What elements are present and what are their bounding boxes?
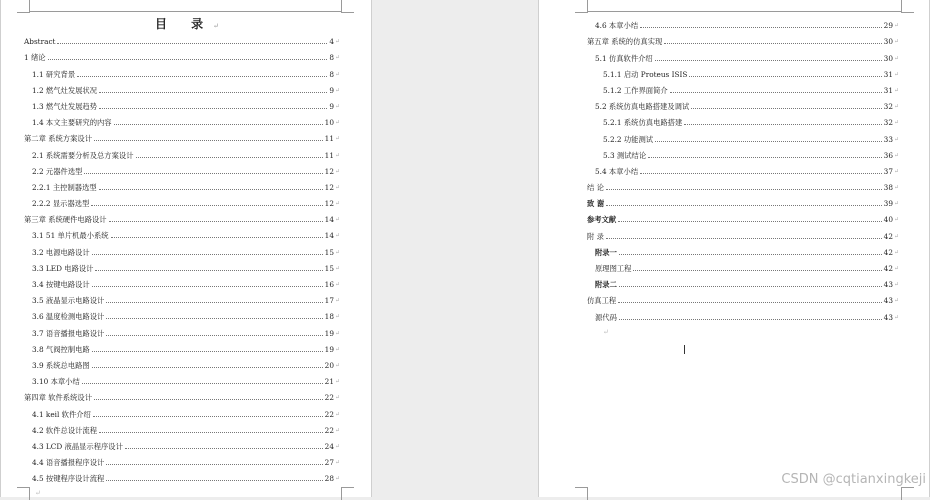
page-corner-mark bbox=[901, 0, 914, 13]
paragraph-mark-icon: ↵ bbox=[334, 426, 340, 434]
toc-entry-page-number: 12 bbox=[324, 199, 334, 209]
toc-entry-page-number: 18 bbox=[324, 312, 334, 322]
toc-entry-page-number: 9 bbox=[329, 85, 334, 95]
paragraph-mark-icon: ↵ bbox=[334, 183, 340, 191]
toc-entry-page-number: 36 bbox=[883, 150, 893, 160]
toc-dot-leader bbox=[92, 254, 323, 255]
toc-entry-page-number: 28 bbox=[324, 474, 334, 484]
paragraph-mark-icon: ↵ bbox=[334, 378, 340, 386]
toc-entry-page-number: 8 bbox=[329, 69, 334, 79]
toc-entry[interactable] bbox=[587, 111, 899, 127]
paragraph-mark-icon: ↵ bbox=[334, 459, 340, 467]
toc-dot-leader bbox=[109, 221, 323, 222]
paragraph-mark-icon: ↵ bbox=[334, 264, 340, 272]
toc-entry-page-number: 42 bbox=[883, 231, 893, 241]
paragraph-mark-icon: ↵ bbox=[893, 313, 899, 321]
toc-dot-leader bbox=[114, 124, 323, 125]
paragraph-mark-icon: ↵ bbox=[893, 70, 899, 78]
toc-entry[interactable] bbox=[587, 241, 899, 257]
toc-entry[interactable] bbox=[24, 386, 340, 402]
toc-entry-page-number: 39 bbox=[883, 199, 893, 209]
paragraph-mark-icon: ↵ bbox=[893, 54, 899, 62]
toc-dot-leader bbox=[92, 367, 323, 368]
toc-dot-leader bbox=[640, 27, 882, 28]
toc-entry-title: 参考文献 bbox=[587, 215, 617, 225]
paragraph-mark-icon: ↵ bbox=[334, 232, 340, 240]
paragraph-mark-icon: ↵ bbox=[334, 216, 340, 224]
toc-dot-leader bbox=[606, 205, 882, 206]
toc-dot-leader bbox=[94, 140, 323, 141]
toc-entry[interactable] bbox=[587, 224, 899, 240]
toc-entry[interactable] bbox=[24, 143, 340, 159]
toc-entry[interactable] bbox=[587, 63, 899, 79]
toc-dot-leader bbox=[689, 76, 881, 77]
paragraph-mark-icon: ↵ bbox=[334, 345, 340, 353]
toc-entry-page-number: 33 bbox=[883, 134, 893, 144]
document-page-left bbox=[0, 0, 372, 497]
page-corner-mark bbox=[341, 487, 354, 500]
toc-entry-title: 2.2.1 主控制器选型 bbox=[32, 182, 97, 192]
paragraph-mark-icon: ↵ bbox=[334, 361, 340, 369]
toc-entry-title: 5.1.1 启动 Proteus ISIS bbox=[603, 69, 688, 79]
toc-dot-leader bbox=[106, 480, 322, 481]
toc-entry[interactable] bbox=[24, 257, 340, 273]
toc-entry-title: 第三章 系统硬件电路设计 bbox=[24, 215, 107, 225]
toc-entry-title: 4.1 keil 软件介绍 bbox=[32, 409, 91, 419]
paragraph-mark-icon: ↵ bbox=[334, 135, 340, 143]
paragraph-mark-icon: ↵ bbox=[893, 119, 899, 127]
toc-dot-leader bbox=[99, 92, 327, 93]
paragraph-mark-icon: ↵ bbox=[334, 102, 340, 110]
toc-entry-title: 3.5 液晶显示电路设计 bbox=[32, 296, 105, 306]
paragraph-mark-icon: ↵ bbox=[893, 86, 899, 94]
toc-entry[interactable] bbox=[24, 62, 340, 78]
toc-entry-page-number: 22 bbox=[324, 393, 334, 403]
paragraph-mark-icon: ↵ bbox=[334, 70, 340, 78]
toc-entry-title: 附录一 bbox=[595, 247, 617, 257]
paragraph-mark-icon: ↵ bbox=[334, 475, 340, 483]
toc-entry-title: 1.1 研究背景 bbox=[32, 69, 76, 79]
toc-dot-leader bbox=[655, 60, 882, 61]
toc-entry-page-number: 19 bbox=[324, 344, 334, 354]
paragraph-mark-icon: ↵ bbox=[893, 216, 899, 224]
toc-entry-title: 2.1 系统需要分析及总方案设计 bbox=[32, 150, 134, 160]
toc-entry[interactable] bbox=[24, 79, 340, 95]
paragraph-mark-icon: ↵ bbox=[334, 151, 340, 159]
toc-entry-page-number: 40 bbox=[883, 215, 893, 225]
toc-title-text: 目 录 bbox=[154, 17, 214, 31]
paragraph-mark-icon: ↵ bbox=[334, 297, 340, 305]
toc-entry-page-number: 11 bbox=[324, 134, 334, 144]
paragraph-mark-icon: ↵ bbox=[893, 184, 899, 192]
toc-dot-leader bbox=[619, 254, 882, 255]
toc-entry-page-number: 12 bbox=[324, 166, 334, 176]
toc-entry-page-number: 42 bbox=[883, 264, 893, 273]
toc-dot-leader bbox=[91, 205, 322, 206]
toc-entry-page-number: 19 bbox=[324, 328, 334, 338]
toc-dot-leader bbox=[84, 173, 322, 174]
toc-dot-leader bbox=[664, 43, 881, 44]
page-corner-mark bbox=[575, 487, 588, 500]
toc-dot-leader bbox=[136, 157, 323, 158]
toc-entry[interactable] bbox=[587, 289, 899, 305]
toc-entry[interactable] bbox=[587, 176, 899, 192]
toc-entry-page-number: 42 bbox=[883, 247, 893, 257]
toc-entry-page-number: 29 bbox=[883, 21, 893, 31]
toc-entry-page-number: 20 bbox=[324, 360, 334, 370]
toc-dot-leader bbox=[684, 124, 881, 125]
toc-entry-title: 2.2 元器件选型 bbox=[32, 166, 83, 176]
text-cursor bbox=[684, 345, 685, 354]
paragraph-mark-icon: ↵ bbox=[893, 22, 899, 30]
paragraph-mark-icon: ↵ bbox=[893, 297, 899, 305]
toc-entry[interactable] bbox=[587, 305, 899, 321]
toc-dot-leader bbox=[106, 302, 322, 303]
toc-entry[interactable] bbox=[24, 273, 340, 289]
toc-entry[interactable] bbox=[24, 160, 340, 176]
toc-entry-title: 5.2 系统仿真电路搭建及调试 bbox=[595, 102, 690, 112]
toc-entry-page-number: 37 bbox=[883, 166, 893, 176]
toc-dot-leader bbox=[57, 43, 327, 44]
toc-entry-title: Abstract bbox=[24, 37, 56, 47]
toc-dot-leader bbox=[111, 237, 323, 238]
paragraph-mark-icon: ↵ bbox=[893, 248, 899, 256]
toc-entry[interactable] bbox=[587, 127, 899, 143]
paragraph-mark-icon: ↵ bbox=[334, 394, 340, 402]
toc-dot-leader bbox=[619, 319, 882, 320]
toc-entry[interactable] bbox=[587, 46, 899, 62]
paragraph-mark-icon: ↵ bbox=[334, 442, 340, 450]
toc-entry-title: 5.1 仿真软件介绍 bbox=[595, 53, 653, 63]
toc-entry-title: 3.9 系统总电路图 bbox=[32, 360, 90, 370]
toc-dot-leader bbox=[92, 351, 323, 352]
toc-entry-page-number: 16 bbox=[324, 280, 334, 289]
toc-entry[interactable] bbox=[587, 95, 899, 111]
toc-entry-page-number: 31 bbox=[883, 85, 893, 95]
page-corner-mark bbox=[901, 487, 914, 500]
toc-entry-page-number: 31 bbox=[883, 69, 893, 79]
toc-entry-page-number: 11 bbox=[324, 150, 334, 160]
paragraph-mark-icon: ↵ bbox=[334, 313, 340, 321]
toc-list-right bbox=[587, 14, 899, 322]
toc-entry[interactable] bbox=[24, 451, 340, 467]
toc-dot-leader bbox=[82, 383, 323, 384]
toc-dot-leader bbox=[94, 399, 323, 400]
toc-entry[interactable] bbox=[24, 289, 340, 305]
toc-entry-title: 结 论 bbox=[587, 183, 604, 193]
toc-entry[interactable] bbox=[587, 79, 899, 95]
paragraph-mark-icon: ↵ bbox=[35, 489, 41, 497]
toc-entry-page-number: 30 bbox=[883, 53, 893, 63]
toc-entry[interactable] bbox=[24, 419, 340, 435]
watermark: CSDN @cqtianxingkeji bbox=[781, 472, 926, 487]
toc-dot-leader bbox=[606, 189, 882, 190]
paragraph-mark-icon: ↵ bbox=[334, 167, 340, 175]
paragraph-mark-icon: ↵ bbox=[893, 103, 899, 111]
toc-entry-title: 5.3 测试结论 bbox=[603, 150, 647, 160]
toc-entry-page-number: 30 bbox=[883, 37, 893, 47]
toc-entry[interactable] bbox=[24, 192, 340, 208]
paragraph-mark-icon: ↵ bbox=[334, 86, 340, 94]
toc-entry[interactable] bbox=[587, 30, 899, 46]
toc-entry-title: 1.2 燃气灶发展状况 bbox=[32, 85, 98, 95]
toc-entry[interactable] bbox=[24, 111, 340, 127]
paragraph-mark-icon: ↵ bbox=[893, 135, 899, 143]
toc-dot-leader bbox=[606, 238, 882, 239]
toc-entry[interactable] bbox=[24, 127, 340, 143]
toc-entry-title: 源代码 bbox=[595, 312, 617, 322]
toc-entry[interactable] bbox=[24, 354, 340, 370]
toc-entry-page-number: 38 bbox=[883, 183, 893, 193]
toc-entry-page-number: 43 bbox=[883, 280, 893, 290]
toc-entry-title: 1.4 本文主要研究的内容 bbox=[32, 118, 112, 128]
toc-entry-title: 第四章 软件系统设计 bbox=[24, 393, 92, 403]
toc-entry-title: 3.2 电源电路设计 bbox=[32, 247, 90, 257]
toc-entry[interactable] bbox=[587, 273, 899, 289]
paragraph-mark-icon: ↵ bbox=[893, 200, 899, 208]
toc-entry[interactable] bbox=[24, 30, 340, 46]
toc-dot-leader bbox=[618, 302, 881, 303]
toc-dot-leader bbox=[648, 157, 882, 158]
toc-entry-title: 3.8 气阀控制电路 bbox=[32, 344, 90, 354]
toc-dot-leader bbox=[99, 108, 327, 109]
toc-dot-leader bbox=[691, 108, 881, 109]
toc-entry[interactable] bbox=[587, 192, 899, 208]
toc-entry[interactable] bbox=[24, 402, 340, 418]
toc-entry-title: 4.5 按键程序设计流程 bbox=[32, 474, 105, 484]
paragraph-mark-icon: ↵ bbox=[893, 167, 899, 175]
toc-entry-page-number: 10 bbox=[324, 118, 334, 128]
toc-entry-title: 3.7 语音播报电路设计 bbox=[32, 328, 105, 338]
toc-entry-page-number: 32 bbox=[883, 102, 893, 112]
toc-entry-page-number: 22 bbox=[324, 409, 334, 419]
toc-entry[interactable] bbox=[24, 370, 340, 386]
toc-entry-title: 5.2.2 功能测试 bbox=[603, 134, 654, 144]
toc-entry-page-number: 22 bbox=[324, 425, 334, 435]
toc-dot-leader bbox=[77, 76, 327, 77]
toc-entry-title: 3.1 51 单片机最小系统 bbox=[32, 231, 109, 241]
toc-entry-title: 1.3 燃气灶发展趋势 bbox=[32, 101, 98, 111]
toc-entry[interactable] bbox=[24, 467, 340, 483]
toc-entry-title: 5.1.2 工作界面简介 bbox=[603, 85, 668, 95]
toc-entry-title: 附录二 bbox=[595, 280, 617, 290]
toc-entry[interactable] bbox=[24, 208, 340, 224]
toc-entry-page-number: 15 bbox=[324, 263, 334, 273]
toc-entry[interactable] bbox=[24, 435, 340, 451]
toc-entry-title: 3.6 温度检测电路设计 bbox=[32, 312, 105, 322]
paragraph-mark-icon: ↵ bbox=[603, 328, 609, 336]
paragraph-mark-icon: ↵ bbox=[334, 119, 340, 127]
paragraph-mark-icon: ↵ bbox=[334, 410, 340, 418]
toc-entry[interactable] bbox=[24, 338, 340, 354]
toc-dot-leader bbox=[655, 141, 882, 142]
toc-dot-leader bbox=[99, 189, 323, 190]
toc-entry-page-number: 14 bbox=[324, 215, 334, 225]
toc-entry-title: 4.4 语音播报程序设计 bbox=[32, 458, 105, 468]
toc-entry-page-number: 15 bbox=[324, 247, 334, 257]
paragraph-mark-icon: ↵ bbox=[334, 200, 340, 208]
toc-entry-page-number: 9 bbox=[329, 101, 334, 111]
toc-entry[interactable] bbox=[587, 160, 899, 176]
toc-entry[interactable] bbox=[24, 46, 340, 62]
paragraph-mark-icon: ↵ bbox=[334, 248, 340, 256]
paragraph-mark-icon: ↵ bbox=[334, 54, 340, 62]
paragraph-mark-icon: ↵ bbox=[893, 265, 899, 272]
page-corner-mark bbox=[341, 0, 354, 13]
toc-dot-leader bbox=[48, 59, 328, 60]
toc-entry-title: 5.4 本章小结 bbox=[595, 166, 639, 176]
header-line bbox=[587, 11, 901, 12]
toc-entry-title: 4.6 本章小结 bbox=[595, 21, 639, 31]
toc-entry[interactable] bbox=[587, 208, 899, 224]
toc-entry-title: 3.10 本章小结 bbox=[32, 377, 80, 387]
toc-entry[interactable] bbox=[24, 95, 340, 111]
toc-entry-page-number: 27 bbox=[324, 458, 334, 468]
toc-entry-title: 3.3 LED 电路设计 bbox=[32, 263, 94, 273]
toc-entry-title: 仿真工程 bbox=[587, 296, 617, 306]
toc-entry-title: 原理图工程 bbox=[595, 264, 632, 273]
paragraph-mark-icon: ↵ bbox=[893, 232, 899, 240]
toc-dot-leader bbox=[106, 464, 322, 465]
toc-dot-leader bbox=[125, 448, 323, 449]
toc-entry-page-number: 32 bbox=[883, 118, 893, 128]
paragraph-mark-icon: ↵ bbox=[334, 281, 340, 288]
paragraph-mark-icon: ↵ bbox=[893, 151, 899, 159]
toc-entry[interactable] bbox=[587, 257, 899, 273]
toc-entry-page-number: 17 bbox=[324, 296, 334, 306]
paragraph-mark-icon: ↵ bbox=[334, 38, 340, 46]
toc-dot-leader bbox=[106, 335, 322, 336]
toc-entry-title: 5.2.1 系统仿真电路搭建 bbox=[603, 118, 683, 128]
document-page-right bbox=[538, 0, 930, 497]
toc-entry-title: 致 谢 bbox=[587, 199, 605, 209]
paragraph-mark-icon: ↵ bbox=[893, 38, 899, 46]
toc-entry-page-number: 12 bbox=[324, 182, 334, 192]
toc-entry-page-number: 43 bbox=[883, 312, 893, 322]
toc-dot-leader bbox=[640, 173, 882, 174]
toc-entry-page-number: 4 bbox=[329, 37, 334, 47]
toc-entry-page-number: 8 bbox=[329, 53, 334, 63]
toc-dot-leader bbox=[95, 270, 322, 271]
toc-entry[interactable] bbox=[24, 305, 340, 321]
toc-entry[interactable] bbox=[24, 176, 340, 192]
toc-entry[interactable] bbox=[587, 14, 899, 30]
toc-entry[interactable] bbox=[24, 321, 340, 337]
toc-list-left bbox=[24, 30, 340, 483]
toc-dot-leader bbox=[670, 92, 882, 93]
toc-entry[interactable] bbox=[24, 240, 340, 256]
toc-entry-title: 2.2.2 显示器选型 bbox=[32, 199, 90, 209]
toc-dot-leader bbox=[99, 432, 323, 433]
header-line bbox=[29, 11, 341, 12]
toc-entry-page-number: 21 bbox=[324, 377, 334, 387]
toc-entry[interactable] bbox=[24, 224, 340, 240]
toc-entry-page-number: 24 bbox=[324, 441, 334, 451]
toc-entry[interactable] bbox=[587, 144, 899, 160]
paragraph-mark-icon: ↵ bbox=[213, 22, 220, 30]
page-corner-mark bbox=[17, 487, 30, 500]
toc-dot-leader bbox=[93, 416, 323, 417]
toc-entry-title: 第二章 系统方案设计 bbox=[24, 134, 92, 144]
toc-dot-leader bbox=[106, 318, 322, 319]
toc-dot-leader bbox=[92, 286, 323, 287]
toc-entry-title: 第五章 系统的仿真实现 bbox=[587, 37, 663, 47]
toc-entry-title: 4.3 LCD 液晶显示程序设计 bbox=[32, 441, 123, 451]
toc-entry-page-number: 14 bbox=[324, 231, 334, 241]
toc-entry-title: 1 绪论 bbox=[24, 53, 46, 63]
toc-entry-page-number: 43 bbox=[883, 296, 893, 306]
toc-entry-title: 4.2 软件总设计流程 bbox=[32, 425, 98, 435]
toc-dot-leader bbox=[633, 270, 881, 271]
toc-dot-leader bbox=[618, 221, 881, 222]
paragraph-mark-icon: ↵ bbox=[893, 281, 899, 289]
toc-entry-title: 附 录 bbox=[587, 231, 604, 241]
toc-dot-leader bbox=[619, 286, 882, 287]
toc-entry-title: 3.4 按键电路设计 bbox=[32, 280, 90, 289]
paragraph-mark-icon: ↵ bbox=[334, 329, 340, 337]
